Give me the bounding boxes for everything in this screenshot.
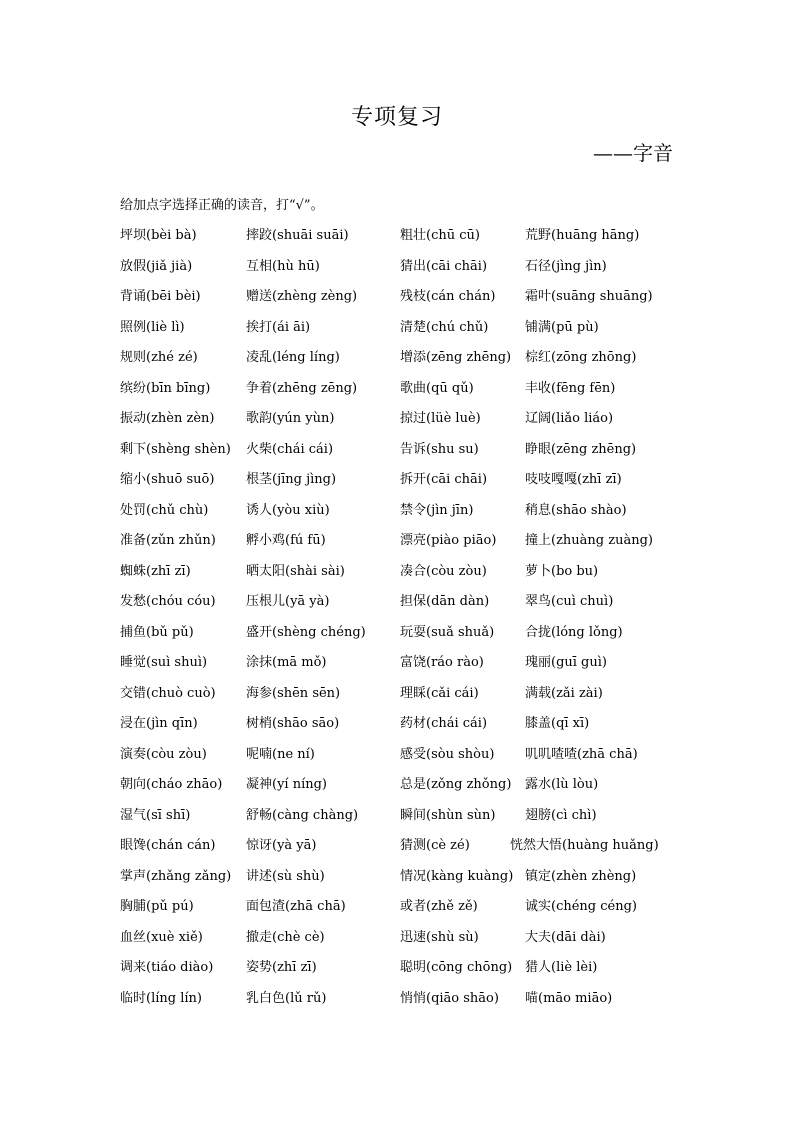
exercise-item[interactable]: 胸脯(pǔ pú)	[120, 899, 194, 914]
exercise-item[interactable]: 盛开(shèng chéng)	[246, 624, 366, 640]
exercise-item[interactable]: 感受(sòu shòu)	[400, 746, 495, 762]
exercise-item[interactable]: 火柴(chái cái)	[246, 441, 334, 457]
exercise-row	[120, 558, 700, 589]
exercise-item[interactable]: 恍然大悟(huàng huǎng)	[510, 838, 659, 853]
page-title: 专项复习	[350, 105, 443, 130]
exercise-item[interactable]: 撞上(zhuàng zuàng)	[525, 533, 653, 548]
exercise-row	[120, 588, 700, 619]
exercise-item[interactable]: 吱吱嘎嘎(zhī zī)	[525, 472, 622, 487]
exercise-item[interactable]: 准备(zǔn zhǔn)	[120, 533, 216, 548]
exercise-row	[120, 710, 700, 741]
exercise-item[interactable]: 血丝(xuè xiě)	[120, 929, 203, 945]
exercise-item[interactable]: 演奏(còu zòu)	[120, 746, 207, 762]
exercise-row	[120, 863, 700, 894]
exercise-item[interactable]: 禁令(jìn jīn)	[400, 502, 474, 518]
exercise-item[interactable]: 争着(zhēng zēng)	[246, 380, 358, 396]
exercise-item[interactable]: 眼馋(chán cán)	[120, 838, 216, 853]
exercise-item[interactable]: 辽阔(liǎo liáo)	[525, 411, 614, 426]
exercise-item[interactable]: 面包渣(zhā chā)	[246, 899, 346, 914]
exercise-row	[120, 375, 700, 406]
exercise-item[interactable]: 叽叽喳喳(zhā chā)	[525, 746, 638, 762]
exercise-item[interactable]: 萝卜(bo bu)	[525, 563, 599, 579]
exercise-item[interactable]: 海参(shēn sēn)	[246, 685, 341, 701]
exercise-item[interactable]: 背诵(bēi bèi)	[120, 289, 201, 304]
pinyin-exercise-grid	[120, 222, 700, 1015]
exercise-row	[120, 680, 700, 711]
exercise-item[interactable]: 湿气(sī shī)	[120, 807, 191, 823]
exercise-item[interactable]: 瞬间(shùn sùn)	[400, 807, 496, 823]
exercise-row	[120, 832, 700, 863]
exercise-item[interactable]: 压根儿(yā yà)	[246, 594, 330, 609]
exercise-item[interactable]: 猜测(cè zé)	[400, 838, 470, 853]
exercise-item[interactable]: 放假(jiǎ jià)	[120, 258, 193, 274]
exercise-item[interactable]: 聪明(cōng chōng)	[400, 960, 513, 975]
page-subtitle: ——字音	[593, 141, 673, 165]
exercise-item[interactable]: 缤纷(bīn bīng)	[120, 380, 211, 396]
exercise-item[interactable]: 翅膀(cì chì)	[525, 807, 597, 823]
exercise-item[interactable]: 舒畅(càng chàng)	[246, 807, 359, 823]
exercise-row	[120, 954, 700, 985]
exercise-item[interactable]: 歌曲(qū qǔ)	[400, 380, 474, 396]
exercise-item[interactable]: 诱人(yòu xiù)	[246, 502, 330, 518]
exercise-item[interactable]: 掌声(zhǎng zǎng)	[120, 868, 232, 884]
exercise-item[interactable]: 歌韵(yún yùn)	[246, 411, 335, 426]
exercise-item[interactable]: 晒太阳(shài sài)	[246, 563, 345, 579]
exercise-row	[120, 405, 700, 436]
exercise-item[interactable]: 理睬(cǎi cái)	[400, 685, 479, 701]
exercise-item[interactable]: 惊讶(yà yā)	[246, 838, 317, 853]
exercise-row	[120, 527, 700, 558]
exercise-row	[120, 344, 700, 375]
exercise-item[interactable]: 剩下(shèng shèn)	[120, 441, 231, 457]
exercise-item[interactable]: 猜出(cāi chāi)	[400, 258, 488, 274]
exercise-item[interactable]: 清楚(chú chǔ)	[400, 319, 489, 335]
exercise-item[interactable]: 铺满(pū pù)	[525, 319, 599, 335]
exercise-item[interactable]: 摔跤(shuāi suāi)	[246, 228, 349, 243]
exercise-item[interactable]: 喵(māo miāo)	[525, 990, 613, 1006]
exercise-item[interactable]: 富饶(ráo rào)	[400, 655, 484, 670]
exercise-item[interactable]: 漂亮(piào piāo)	[400, 533, 497, 548]
exercise-item[interactable]: 临时(líng lín)	[120, 990, 202, 1006]
exercise-row	[120, 771, 700, 802]
exercise-item[interactable]: 根茎(jīng jìng)	[246, 472, 337, 487]
exercise-item[interactable]: 合拢(lóng lǒng)	[525, 624, 623, 640]
exercise-item[interactable]: 规则(zhé zé)	[120, 350, 198, 365]
exercise-row	[120, 283, 700, 314]
exercise-item[interactable]: 露水(lù lòu)	[525, 777, 599, 792]
exercise-item[interactable]: 掠过(lüè luè)	[400, 411, 481, 426]
exercise-item[interactable]: 或者(zhě zě)	[400, 899, 478, 914]
exercise-item[interactable]: 捕鱼(bǔ pǔ)	[120, 624, 194, 640]
exercise-item[interactable]: 石径(jìng jìn)	[525, 258, 607, 274]
exercise-row	[120, 985, 700, 1016]
exercise-item[interactable]: 乳白色(lǔ rǔ)	[246, 990, 327, 1006]
exercise-item[interactable]: 翠鸟(cuì chuì)	[525, 594, 614, 609]
exercise-item[interactable]: 玩耍(suǎ shuǎ)	[400, 624, 495, 640]
exercise-row	[120, 466, 700, 497]
exercise-row	[120, 649, 700, 680]
exercise-item[interactable]: 镇定(zhèn zhèng)	[525, 868, 637, 884]
exercise-item[interactable]: 缩小(shuō suō)	[120, 472, 215, 487]
exercise-item[interactable]: 凌乱(léng líng)	[246, 350, 340, 365]
exercise-item[interactable]: 霜叶(suāng shuāng)	[525, 289, 653, 304]
exercise-item[interactable]: 瑰丽(guī guì)	[525, 655, 607, 670]
exercise-item[interactable]: 悄悄(qiāo shāo)	[400, 990, 499, 1006]
exercise-item[interactable]: 情况(kàng kuàng)	[400, 868, 514, 884]
exercise-row	[120, 619, 700, 650]
exercise-item[interactable]: 发愁(chóu cóu)	[120, 594, 216, 609]
exercise-item[interactable]: 浸在(jìn qīn)	[120, 716, 198, 731]
exercise-item[interactable]: 讲述(sù shù)	[246, 868, 325, 884]
exercise-item[interactable]: 药材(chái cái)	[400, 716, 488, 731]
exercise-item[interactable]: 大夫(dāi dài)	[525, 929, 606, 945]
instruction-text: 给加点字选择正确的读音，打“√”。	[120, 198, 324, 213]
exercise-item[interactable]: 拆开(cāi chāi)	[400, 472, 488, 487]
exercise-item[interactable]: 呢喃(ne ní)	[246, 746, 315, 762]
exercise-item[interactable]: 朝向(cháo zhāo)	[120, 777, 223, 792]
exercise-item[interactable]: 姿势(zhī zī)	[246, 960, 317, 975]
exercise-row	[120, 497, 700, 528]
exercise-item[interactable]: 迅速(shù sù)	[400, 929, 479, 945]
exercise-item[interactable]: 诚实(chéng céng)	[525, 899, 637, 914]
exercise-item[interactable]: 凝神(yí níng)	[246, 777, 328, 792]
exercise-item[interactable]: 处罚(chǔ chù)	[120, 502, 209, 518]
exercise-item[interactable]: 睡觉(suì shuì)	[120, 655, 208, 670]
exercise-item[interactable]: 稍息(shāo shào)	[525, 502, 627, 518]
exercise-item[interactable]: 撤走(chè cè)	[246, 929, 325, 945]
exercise-item[interactable]: 孵小鸡(fú fū)	[246, 533, 326, 548]
exercise-item[interactable]: 凑合(còu zòu)	[400, 563, 487, 579]
exercise-item[interactable]: 互相(hù hū)	[246, 258, 320, 274]
exercise-row	[120, 893, 700, 924]
exercise-item[interactable]: 睁眼(zēng zhēng)	[525, 441, 637, 457]
exercise-row	[120, 436, 700, 467]
exercise-item[interactable]: 总是(zǒng zhǒng)	[400, 777, 512, 792]
exercise-item[interactable]: 增添(zēng zhēng)	[400, 350, 512, 365]
exercise-item[interactable]: 满载(zǎi zài)	[525, 685, 603, 701]
exercise-item[interactable]: 照例(liè lì)	[120, 319, 185, 335]
exercise-item[interactable]: 蜘蛛(zhī zī)	[120, 563, 191, 579]
exercise-item[interactable]: 粗壮(chū cū)	[400, 228, 480, 243]
exercise-item[interactable]: 交错(chuò cuò)	[120, 685, 216, 701]
exercise-item[interactable]: 挨打(ái āi)	[246, 319, 311, 335]
exercise-item[interactable]: 丰收(fēng fēn)	[525, 380, 616, 396]
exercise-row	[120, 222, 700, 253]
exercise-row	[120, 253, 700, 284]
exercise-row	[120, 802, 700, 833]
exercise-item[interactable]: 赠送(zhèng zèng)	[246, 289, 358, 304]
exercise-row	[120, 924, 700, 955]
exercise-item[interactable]: 坪坝(bèi bà)	[120, 228, 197, 243]
exercise-item[interactable]: 调来(tiáo diào)	[120, 960, 214, 975]
exercise-item[interactable]: 残枝(cán chán)	[400, 289, 496, 304]
exercise-item[interactable]: 树梢(shāo sāo)	[246, 716, 340, 731]
exercise-item[interactable]: 荒野(huāng hāng)	[525, 228, 640, 243]
exercise-item[interactable]: 告诉(shu su)	[400, 441, 479, 457]
exercise-item[interactable]: 振动(zhèn zèn)	[120, 411, 215, 426]
exercise-item[interactable]: 涂抹(mā mǒ)	[246, 655, 327, 670]
exercise-row	[120, 741, 700, 772]
exercise-item[interactable]: 担保(dān dàn)	[400, 594, 490, 609]
exercise-row	[120, 314, 700, 345]
exercise-item[interactable]: 膝盖(qī xī)	[525, 716, 590, 731]
exercise-item[interactable]: 猎人(liè lèi)	[525, 960, 598, 975]
exercise-item[interactable]: 棕红(zōng zhōng)	[525, 350, 637, 365]
